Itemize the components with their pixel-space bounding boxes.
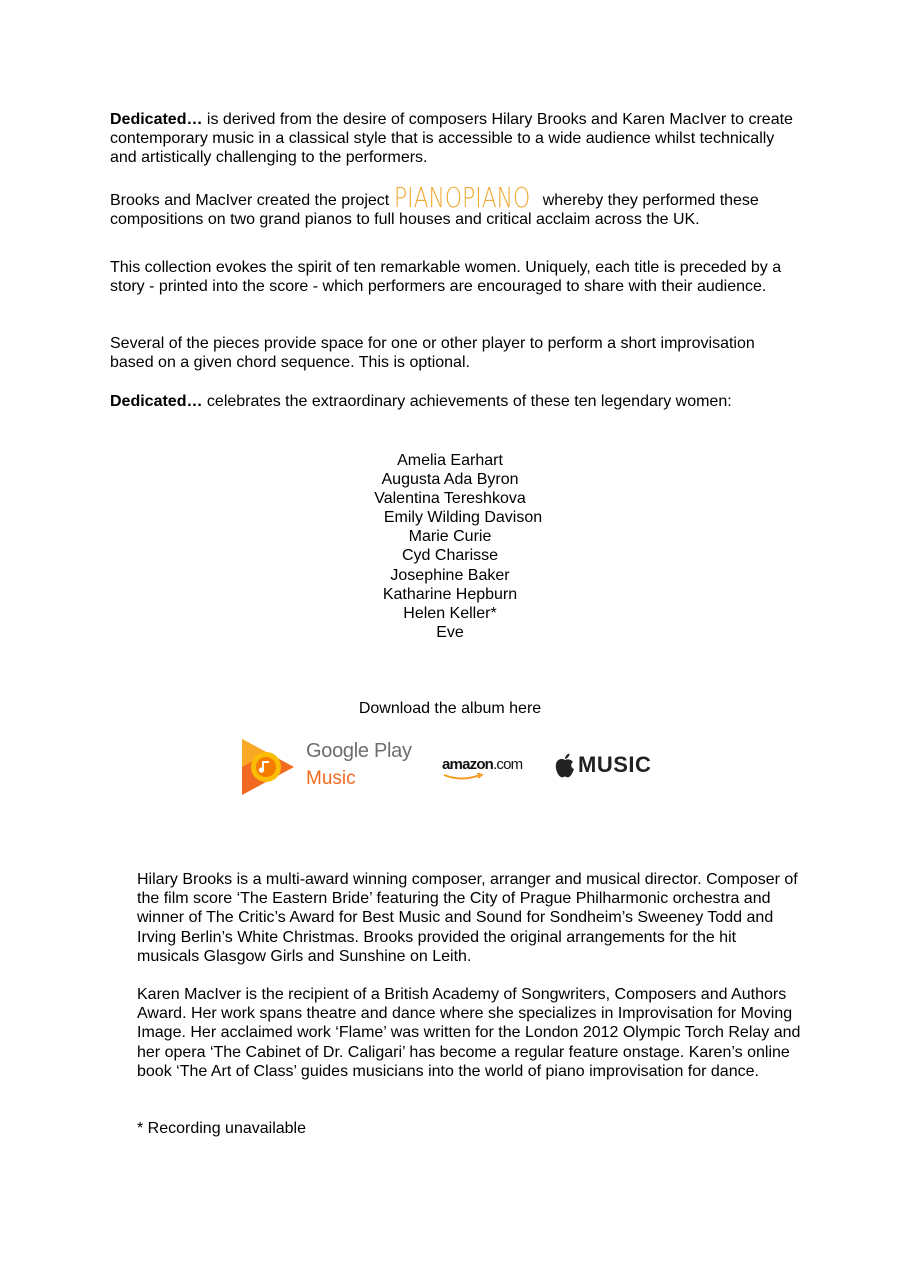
intro-text-2b: whereby they performed these compositions on two grand pianos to full houses and critical acclaim across the UK.	[110, 192, 759, 229]
women-list	[0, 451, 900, 642]
store-links	[240, 736, 670, 798]
dedicated-title: Dedicated…	[110, 111, 203, 128]
intro-paragraph-3: This collection evokes the spirit of ten remarkable women. Uniquely, each title is preceded by a story - printed into the score - which performers are encouraged to share with their audience.	[110, 259, 782, 296]
intro-paragraph-1	[110, 110, 800, 168]
amazon-link[interactable]	[442, 756, 522, 773]
intro-paragraph-4: Several of the pieces provide space for one or other player to perform a short improvisation based on a given chord sequence. This is optional.	[110, 335, 755, 372]
amazon-com-text: .com	[493, 756, 523, 773]
karen-maciver-bio: Karen MacIver is the recipient of a British Academy of Songwriters, Composers and Authors Award. Her work spans theatre and dance where she specializes in Improvisation for Moving Image. Her acclaimed work ‘Flame’ was written for the London 2012 Olympic Torch Relay and her opera ‘The Cabinet of Dr. Caligari’ has become a regular feature onstage. Karen’s online book ‘The Art of Class’ guides musicians into the world of piano improvisation for dance.	[137, 986, 801, 1080]
woman-name: Marie Curie	[408, 528, 492, 546]
woman-name: Emily Wilding Davison	[383, 509, 543, 527]
woman-name: Josephine Baker	[390, 566, 510, 584]
google-music-text: Music	[306, 768, 356, 789]
google-play-text: Google Play	[306, 740, 412, 762]
apple-music-text: MUSIC	[578, 752, 652, 777]
download-label: Download the album here	[358, 700, 542, 717]
woman-name: Eve	[436, 623, 464, 641]
footnote: * Recording unavailable	[137, 1120, 306, 1137]
woman-name: Helen Keller*	[403, 604, 497, 622]
google-play-music-link[interactable]	[240, 736, 415, 798]
amazon-smile-icon	[442, 773, 486, 781]
amazon-text: amazon	[442, 756, 494, 773]
woman-name: Amelia Earhart	[397, 452, 503, 469]
woman-name: Cyd Charisse	[401, 547, 499, 565]
hilary-brooks-bio: Hilary Brooks is a multi-award winning composer, arranger and musical director. Composer of the film score ‘The Eastern Bride’ featuring the City of Prague Philharmonic orchestra and winner of The Critic’s Award for Best Music and Sound for Sondheim’s Sweeney Todd and Irving Berlin’s White Christmas. Brooks provided the original arrangements for the hit musicals Glasgow Girls and Sunshine on Leith.	[137, 871, 798, 965]
pianopiano-logo: PIANOPIANO	[393, 181, 530, 214]
woman-name: Valentina Tereshkova	[374, 490, 526, 508]
intro-text-5: celebrates the extraordinary achievements of these ten legendary women:	[202, 393, 732, 410]
dedicated-title: Dedicated…	[110, 393, 203, 410]
woman-name: Katharine Hepburn	[382, 585, 518, 603]
apple-icon	[554, 753, 576, 779]
intro-text-2a: Brooks and MacIver created the project	[110, 192, 394, 209]
intro-text-1: is derived from the desire of composers Hilary Brooks and Karen MacIver to create contemporary music in a classical style that is accessible to a wide audience whilst technically and artistically challenging to the performers.	[110, 111, 793, 167]
intro-paragraph-5	[110, 392, 800, 411]
woman-name: Augusta Ada Byron	[381, 471, 519, 489]
google-play-music-icon	[242, 737, 298, 797]
intro-paragraph-2	[110, 181, 800, 229]
